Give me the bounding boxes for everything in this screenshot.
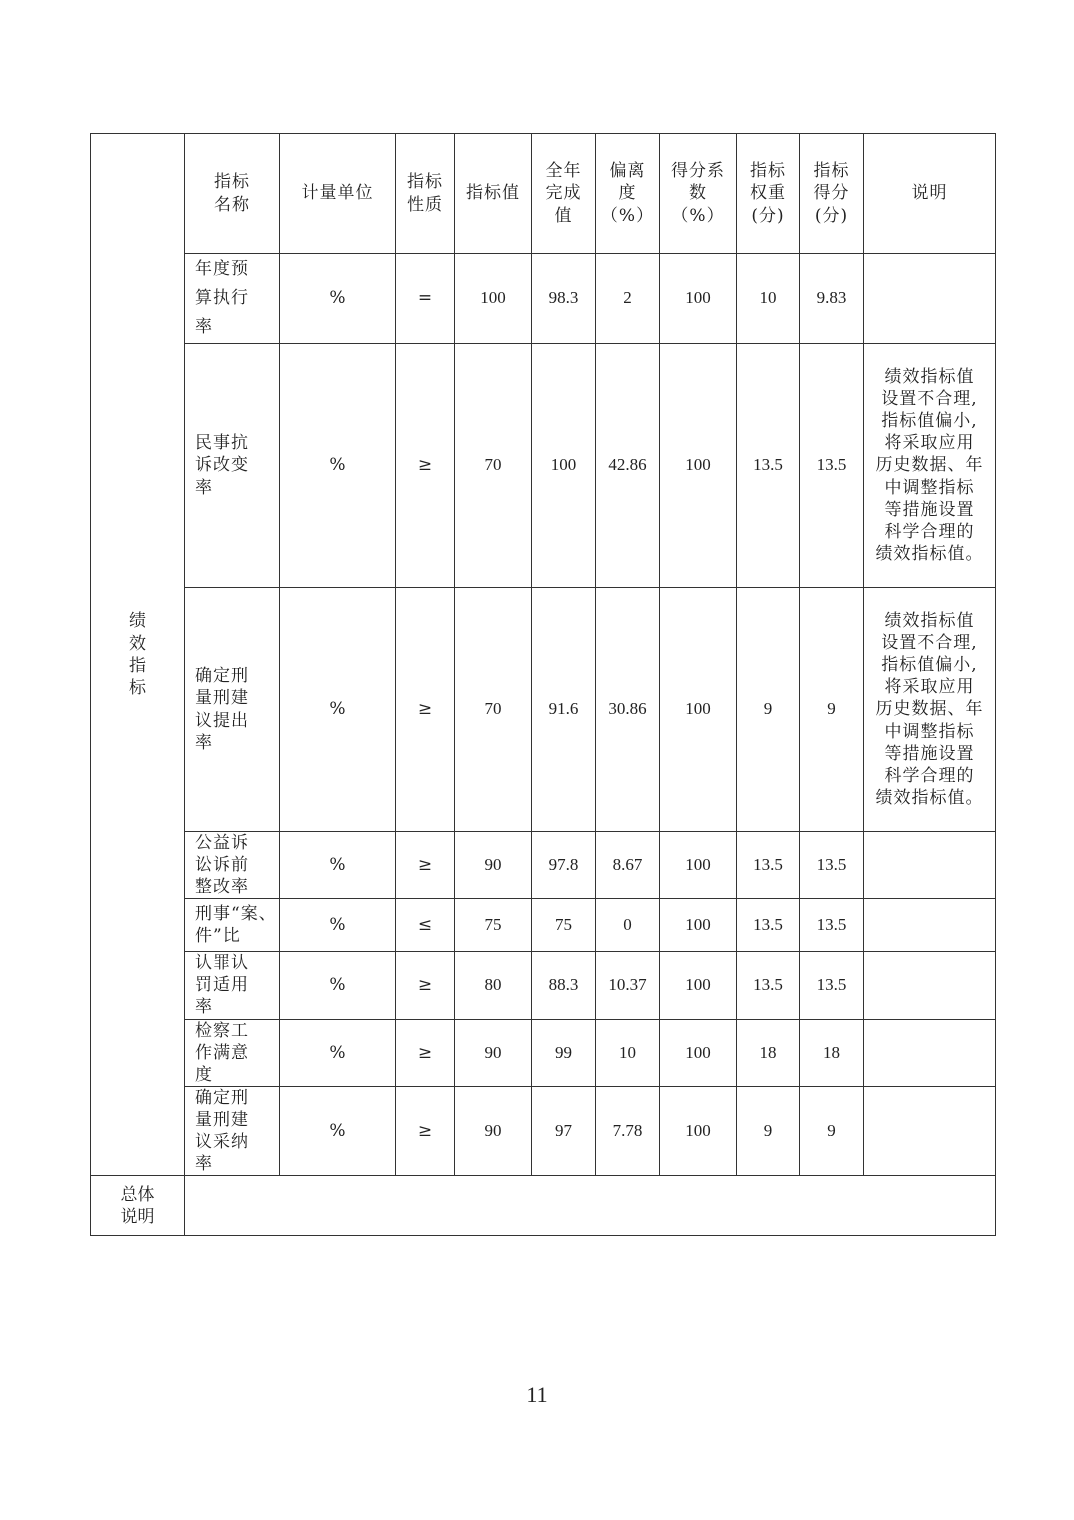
coefficient-cell: 100 xyxy=(660,1019,737,1086)
nature-cell: ≥ xyxy=(396,588,455,832)
weight-cell: 9 xyxy=(737,1086,800,1175)
target-cell: 70 xyxy=(455,344,532,588)
weight-cell: 13.5 xyxy=(737,344,800,588)
score-cell: 13.5 xyxy=(800,832,864,899)
target-cell: 90 xyxy=(455,1086,532,1175)
unit-cell: % xyxy=(280,832,396,899)
note-cell xyxy=(864,832,996,899)
note-cell xyxy=(864,1086,996,1175)
header-nature: 指标 性质 xyxy=(396,134,455,254)
deviation-cell: 7.78 xyxy=(596,1086,660,1175)
coefficient-cell: 100 xyxy=(660,952,737,1019)
target-cell: 90 xyxy=(455,1019,532,1086)
deviation-cell: 8.67 xyxy=(596,832,660,899)
actual-cell: 100 xyxy=(532,344,596,588)
deviation-cell: 0 xyxy=(596,899,660,952)
unit-cell: % xyxy=(280,899,396,952)
nature-cell: ≥ xyxy=(396,952,455,1019)
score-cell: 13.5 xyxy=(800,952,864,1019)
table-row xyxy=(91,1019,996,1086)
table-row xyxy=(91,254,996,344)
indicator-name: 确定刑 量刑建 议采纳 率 xyxy=(185,1086,280,1175)
header-note: 说明 xyxy=(864,134,996,254)
indicator-name: 年度预 算执行 率 xyxy=(185,254,280,344)
coefficient-cell: 100 xyxy=(660,1086,737,1175)
weight-cell: 9 xyxy=(737,588,800,832)
header-target: 指标值 xyxy=(455,134,532,254)
nature-cell: ≥ xyxy=(396,832,455,899)
target-cell: 80 xyxy=(455,952,532,1019)
header-score: 指标 得分 (分) xyxy=(800,134,864,254)
coefficient-cell: 100 xyxy=(660,254,737,344)
table-row xyxy=(91,832,996,899)
coefficient-cell: 100 xyxy=(660,344,737,588)
nature-cell: ≤ xyxy=(396,899,455,952)
score-cell: 13.5 xyxy=(800,899,864,952)
actual-cell: 88.3 xyxy=(532,952,596,1019)
header-indicator-name: 指标 名称 xyxy=(185,134,280,254)
nature-cell: = xyxy=(396,254,455,344)
coefficient-cell: 100 xyxy=(660,832,737,899)
note-cell xyxy=(864,254,996,344)
score-cell: 9 xyxy=(800,588,864,832)
weight-cell: 13.5 xyxy=(737,832,800,899)
unit-cell: % xyxy=(280,1086,396,1175)
coefficient-cell: 100 xyxy=(660,899,737,952)
actual-cell: 75 xyxy=(532,899,596,952)
actual-cell: 97 xyxy=(532,1086,596,1175)
weight-cell: 13.5 xyxy=(737,899,800,952)
unit-cell: % xyxy=(280,254,396,344)
header-unit: 计量单位 xyxy=(280,134,396,254)
header-row xyxy=(91,134,996,254)
indicator-name: 认罪认 罚适用 率 xyxy=(185,952,280,1019)
indicator-name: 检察工 作满意 度 xyxy=(185,1019,280,1086)
deviation-cell: 10 xyxy=(596,1019,660,1086)
actual-cell: 97.8 xyxy=(532,832,596,899)
table-row xyxy=(91,344,996,588)
note-cell xyxy=(864,952,996,1019)
table-row xyxy=(91,588,996,832)
nature-cell: ≥ xyxy=(396,1086,455,1175)
unit-cell: % xyxy=(280,344,396,588)
target-cell: 100 xyxy=(455,254,532,344)
weight-cell: 18 xyxy=(737,1019,800,1086)
score-cell: 18 xyxy=(800,1019,864,1086)
deviation-cell: 30.86 xyxy=(596,588,660,832)
actual-cell: 99 xyxy=(532,1019,596,1086)
note-cell: 绩效指标值 设置不合理, 指标值偏小, 将采取应用 历史数据、年 中调整指标 等措施设置 科学合理的 绩效指标值。 xyxy=(864,344,996,588)
table-row xyxy=(91,1086,996,1175)
section-label: 绩 效 指 标 xyxy=(91,134,185,1176)
note-cell xyxy=(864,899,996,952)
indicator-name: 确定刑 量刑建 议提出 率 xyxy=(185,588,280,832)
score-cell: 9.83 xyxy=(800,254,864,344)
unit-cell: % xyxy=(280,1019,396,1086)
summary-row xyxy=(91,1176,996,1236)
header-deviation: 偏离 度 （%） xyxy=(596,134,660,254)
target-cell: 90 xyxy=(455,832,532,899)
deviation-cell: 42.86 xyxy=(596,344,660,588)
unit-cell: % xyxy=(280,588,396,832)
score-cell: 9 xyxy=(800,1086,864,1175)
target-cell: 75 xyxy=(455,899,532,952)
deviation-cell: 2 xyxy=(596,254,660,344)
indicator-name: 公益诉 讼诉前 整改率 xyxy=(185,832,280,899)
score-cell: 13.5 xyxy=(800,344,864,588)
table-row xyxy=(91,899,996,952)
header-actual: 全年 完成 值 xyxy=(532,134,596,254)
indicator-name: 民事抗 诉改变 率 xyxy=(185,344,280,588)
coefficient-cell: 100 xyxy=(660,588,737,832)
table-row xyxy=(91,952,996,1019)
actual-cell: 91.6 xyxy=(532,588,596,832)
header-coefficient: 得分系 数 （%） xyxy=(660,134,737,254)
summary-text xyxy=(185,1176,996,1236)
deviation-cell: 10.37 xyxy=(596,952,660,1019)
unit-cell: % xyxy=(280,952,396,1019)
indicator-name: 刑事“案、 件”比 xyxy=(185,899,280,952)
weight-cell: 13.5 xyxy=(737,952,800,1019)
target-cell: 70 xyxy=(455,588,532,832)
nature-cell: ≥ xyxy=(396,344,455,588)
weight-cell: 10 xyxy=(737,254,800,344)
page-number: 11 xyxy=(526,1382,548,1407)
note-cell xyxy=(864,1019,996,1086)
summary-label: 总体 说明 xyxy=(91,1176,185,1236)
header-weight: 指标 权重 (分) xyxy=(737,134,800,254)
performance-indicator-table xyxy=(90,133,996,1236)
actual-cell: 98.3 xyxy=(532,254,596,344)
note-cell: 绩效指标值 设置不合理, 指标值偏小, 将采取应用 历史数据、年 中调整指标 等措施设置 科学合理的 绩效指标值。 xyxy=(864,588,996,832)
nature-cell: ≥ xyxy=(396,1019,455,1086)
